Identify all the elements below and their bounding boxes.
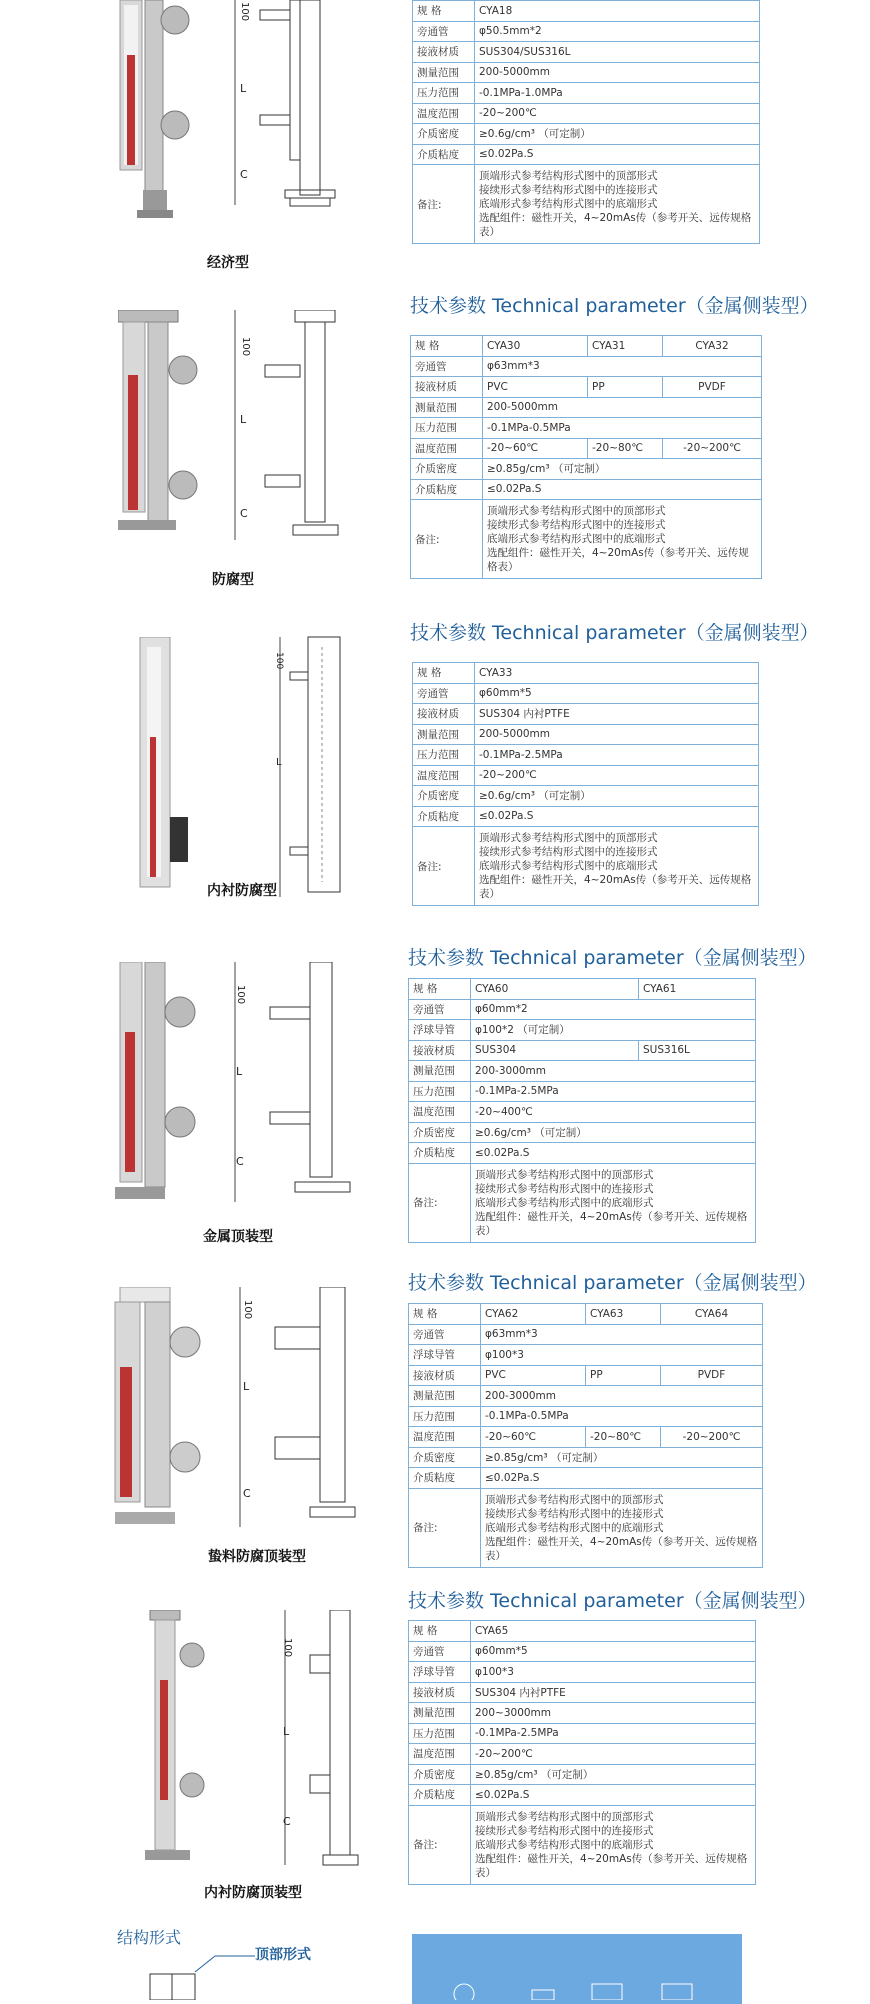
table-cell: 规 格 (409, 979, 471, 1000)
table-cell: ≥0.85g/cm³ （可定制） (481, 1447, 763, 1468)
table-cell: 测量范围 (409, 1061, 471, 1082)
dim-label-l: L (276, 757, 282, 768)
table-row (409, 1447, 763, 1468)
dim-label-l: L (240, 413, 247, 426)
table-row (409, 1406, 763, 1427)
table-row-note (409, 1488, 763, 1567)
spec-table (408, 1303, 763, 1568)
dim-label-c: C (236, 1155, 244, 1168)
table-row (409, 1345, 763, 1366)
section-title: 技术参数 Technical parameter（金属侧装型） (410, 295, 819, 317)
table-cell: CYA62 (481, 1304, 586, 1325)
table-cell: φ100*3 (481, 1345, 763, 1366)
product-name: 蛰料防腐顶装型 (208, 1549, 306, 1565)
dim-label-100: 100 (242, 1300, 253, 1320)
section-title: 技术参数 Technical parameter（金属侧装型） (408, 947, 817, 969)
table-cell: -20~200℃ (471, 1744, 756, 1765)
table-cell: -20~200℃ (475, 103, 760, 124)
dim-label-100: 100 (240, 337, 251, 357)
table-cell: 温度范围 (411, 438, 483, 459)
table-row (409, 1304, 763, 1325)
table-row (409, 1744, 756, 1765)
table-row (409, 1764, 756, 1785)
table-row (409, 1081, 756, 1102)
table-cell: 介质粘度 (409, 1468, 481, 1489)
table-cell: 规 格 (411, 336, 483, 357)
table-row (413, 663, 759, 684)
table-cell: 200-3000mm (481, 1386, 763, 1407)
note-line: 顶端形式参考结构形式图中的顶部形式 (475, 1810, 654, 1823)
note-line: 选配组件：磁性开关，4~20mAs传（参考开关、远传规格表） (479, 874, 752, 900)
table-cell: ≤0.02Pa.S (471, 1143, 756, 1164)
table-cell (483, 500, 762, 579)
table-cell: 浮球导管 (409, 1662, 471, 1683)
table-cell: 测量范围 (413, 724, 475, 745)
table-row (409, 1468, 763, 1489)
structure-title: 结构形式 (117, 1928, 182, 1947)
note-line: 接续形式参考结构形式图中的连接形式 (475, 1824, 654, 1837)
table-cell: CYA60 (471, 979, 639, 1000)
table-row-note (409, 1805, 756, 1884)
note-line: 顶端形式参考结构形式图中的顶部形式 (479, 832, 658, 844)
table-cell: PP (586, 1365, 661, 1386)
table-row (411, 459, 762, 480)
note-line: 底端形式参考结构形式图中的底端形式 (487, 533, 666, 545)
table-cell: 介质粘度 (413, 144, 475, 165)
table-cell: 温度范围 (409, 1102, 471, 1123)
table-cell: φ63mm*3 (483, 356, 762, 377)
table-row (409, 1020, 756, 1041)
table-row (413, 42, 760, 63)
note-line: 选配组件：磁性开关，4~20mAs传（参考开关、远传规格表） (485, 1535, 758, 1562)
dim-label-c: C (240, 507, 248, 520)
table-row (413, 745, 759, 766)
dim-label-l: L (243, 1380, 250, 1393)
table-cell: PP (588, 377, 663, 398)
section-title: 技术参数 Technical parameter（金属侧装型） (408, 1590, 817, 1612)
product-photo (110, 1287, 205, 1542)
dim-label-100: 100 (239, 2, 250, 22)
table-cell: 介质密度 (409, 1447, 481, 1468)
table-row (413, 62, 760, 83)
note-line: 底端形式参考结构形式图中的底端形式 (479, 860, 658, 872)
table-cell (475, 165, 760, 244)
product-name: 防腐型 (212, 572, 254, 588)
table-cell: 压力范围 (409, 1081, 471, 1102)
table-cell: 接液材质 (409, 1682, 471, 1703)
table-cell: 规 格 (409, 1621, 471, 1642)
table-cell: -20~80℃ (588, 438, 663, 459)
spec-table (410, 335, 762, 579)
table-cell: SUS316L (639, 1040, 756, 1061)
note-line: 选配组件：磁性开关，4~20mAs传（参考开关、远传规格表） (475, 1210, 748, 1237)
table-cell: 200-5000mm (483, 397, 762, 418)
product-photo (135, 637, 195, 892)
table-cell: CYA31 (588, 336, 663, 357)
table-cell: 温度范围 (409, 1427, 481, 1448)
table-cell: 200-5000mm (475, 724, 759, 745)
table-cell: 200-3000mm (471, 1061, 756, 1082)
table-cell: 规 格 (413, 1, 475, 22)
table-row (409, 1785, 756, 1806)
table-row (413, 724, 759, 745)
table-row (413, 83, 760, 104)
table-cell: φ100*2 （可定制） (471, 1020, 756, 1041)
note-line: 顶端形式参考结构形式图中的顶部形式 (479, 170, 658, 182)
table-cell: CYA65 (471, 1621, 756, 1642)
table-row (409, 999, 756, 1020)
product-section-economy (0, 0, 870, 270)
table-row-note (411, 500, 762, 579)
table-cell: φ100*3 (471, 1662, 756, 1683)
table-cell: φ60mm*5 (475, 683, 759, 704)
table-cell: 接液材质 (413, 42, 475, 63)
table-row (411, 418, 762, 439)
table-cell: -20~200℃ (661, 1427, 763, 1448)
note-line: 接续形式参考结构形式图中的连接形式 (487, 519, 666, 531)
table-cell: 压力范围 (413, 83, 475, 104)
table-row (409, 1621, 756, 1642)
table-cell: SUS304 内衬PTFE (475, 704, 759, 725)
table-cell: 压力范围 (413, 745, 475, 766)
table-cell: -20~400℃ (471, 1102, 756, 1123)
table-row (409, 1662, 756, 1683)
note-line: 选配组件：磁性开关，4~20mAs传（参考开关、远传规格表） (487, 547, 749, 573)
table-cell: 规 格 (409, 1304, 481, 1325)
table-cell: 介质粘度 (411, 479, 483, 500)
table-cell (475, 827, 759, 906)
table-row (409, 1723, 756, 1744)
table-row-note (413, 827, 759, 906)
product-photo (115, 962, 200, 1212)
table-cell: 200-5000mm (475, 62, 760, 83)
table-row (411, 479, 762, 500)
table-cell: 介质密度 (411, 459, 483, 480)
table-cell: 浮球导管 (409, 1345, 481, 1366)
table-cell: 测量范围 (411, 397, 483, 418)
table-cell: CYA63 (586, 1304, 661, 1325)
product-section-plastic-top (0, 1262, 870, 1577)
table-cell: 温度范围 (413, 765, 475, 786)
table-row (409, 1365, 763, 1386)
table-cell: 备注: (413, 165, 475, 244)
table-row (411, 336, 762, 357)
table-row (411, 438, 762, 459)
table-cell: -20~200℃ (475, 765, 759, 786)
table-row (413, 21, 760, 42)
structure-subtitle: 顶部形式 (255, 1947, 311, 1963)
note-line: 底端形式参考结构形式图中的底端形式 (485, 1521, 664, 1534)
table-cell (481, 1488, 763, 1567)
table-cell: ≤0.02Pa.S (475, 806, 759, 827)
table-row (409, 1324, 763, 1345)
dim-label-c: C (283, 1815, 291, 1828)
table-cell: -20~60℃ (483, 438, 588, 459)
table-cell: 接液材质 (411, 377, 483, 398)
table-cell: 测量范围 (409, 1386, 481, 1407)
product-section-anticorrosion (0, 285, 870, 600)
table-cell: ≥0.6g/cm³ （可定制） (475, 124, 760, 145)
table-cell: SUS304/SUS316L (475, 42, 760, 63)
table-cell: 备注: (409, 1488, 481, 1567)
dim-label-100: 100 (235, 985, 246, 1005)
spec-table (412, 0, 760, 244)
product-name: 金属顶装型 (203, 1229, 273, 1245)
table-cell: SUS304 内衬PTFE (471, 1682, 756, 1703)
product-name: 内衬防腐型 (207, 883, 277, 899)
table-cell: 介质粘度 (413, 806, 475, 827)
table-row (409, 1703, 756, 1724)
product-photo (115, 0, 195, 235)
table-cell: 介质粘度 (409, 1143, 471, 1164)
table-cell: ≤0.02Pa.S (481, 1468, 763, 1489)
product-photo (118, 310, 203, 550)
product-name: 经济型 (207, 255, 249, 271)
table-cell: φ63mm*3 (481, 1324, 763, 1345)
dim-label-l: L (240, 82, 247, 95)
table-row (409, 979, 756, 1000)
table-row (413, 683, 759, 704)
table-cell: 备注: (413, 827, 475, 906)
spec-table (412, 662, 759, 906)
dimension-drawing (225, 0, 355, 215)
table-cell: ≥0.6g/cm³ （可定制） (471, 1122, 756, 1143)
table-row (409, 1122, 756, 1143)
table-cell: ≥0.85g/cm³ （可定制） (483, 459, 762, 480)
table-cell: φ60mm*2 (471, 999, 756, 1020)
table-cell: 测量范围 (409, 1703, 471, 1724)
product-section-metal-top (0, 937, 870, 1252)
table-cell: -20~60℃ (481, 1427, 586, 1448)
dimension-drawing (270, 632, 360, 902)
table-cell (471, 1163, 756, 1242)
product-section-lined (0, 612, 870, 922)
dim-label-l: L (236, 1065, 243, 1078)
table-row (409, 1040, 756, 1061)
table-row (411, 356, 762, 377)
table-row (413, 124, 760, 145)
table-cell: CYA61 (639, 979, 756, 1000)
table-cell: ≤0.02Pa.S (475, 144, 760, 165)
table-cell: PVDF (661, 1365, 763, 1386)
table-cell: 旁通管 (411, 356, 483, 377)
structure-panel (412, 1934, 742, 2004)
table-cell: 压力范围 (409, 1723, 471, 1744)
note-line: 顶端形式参考结构形式图中的顶部形式 (487, 505, 666, 517)
table-row (413, 1, 760, 22)
table-row (413, 103, 760, 124)
table-cell: 旁通管 (409, 1324, 481, 1345)
table-cell: 200~3000mm (471, 1703, 756, 1724)
table-row (409, 1061, 756, 1082)
table-cell: CYA33 (475, 663, 759, 684)
table-cell: -0.1MPa-0.5MPa (481, 1406, 763, 1427)
table-row (409, 1102, 756, 1123)
dim-label-100: 100 (274, 652, 284, 670)
table-row (413, 786, 759, 807)
table-cell (471, 1805, 756, 1884)
table-cell: CYA32 (663, 336, 762, 357)
table-row (409, 1682, 756, 1703)
table-cell: 备注: (411, 500, 483, 579)
table-cell: 备注: (409, 1163, 471, 1242)
table-cell: φ50.5mm*2 (475, 21, 760, 42)
table-cell: 旁通管 (409, 999, 471, 1020)
note-line: 选配组件：磁性开关，4~20mAs传（参考开关、远传规格表） (479, 212, 752, 238)
table-cell: -20~80℃ (586, 1427, 661, 1448)
note-line: 接续形式参考结构形式图中的连接形式 (479, 846, 658, 858)
note-line: 底端形式参考结构形式图中的底端形式 (475, 1196, 654, 1209)
table-cell: 测量范围 (413, 62, 475, 83)
table-row (409, 1427, 763, 1448)
table-cell: CYA30 (483, 336, 588, 357)
table-cell: 温度范围 (413, 103, 475, 124)
table-cell: SUS304 (471, 1040, 639, 1061)
structure-top-drawing (140, 1944, 260, 2000)
table-row (413, 765, 759, 786)
table-cell: -0.1MPa-0.5MPa (483, 418, 762, 439)
table-row-note (409, 1163, 756, 1242)
table-cell: 浮球导管 (409, 1020, 471, 1041)
table-cell: ≥0.85g/cm³ （可定制） (471, 1764, 756, 1785)
table-cell: CYA18 (475, 1, 760, 22)
table-cell: 压力范围 (409, 1406, 481, 1427)
note-line: 底端形式参考结构形式图中的底端形式 (475, 1838, 654, 1851)
note-line: 底端形式参考结构形式图中的底端形式 (479, 198, 658, 210)
table-row (411, 397, 762, 418)
dim-label-c: C (240, 168, 248, 181)
table-cell: 介质密度 (409, 1122, 471, 1143)
table-row (413, 806, 759, 827)
table-cell: PVDF (663, 377, 762, 398)
table-cell: 备注: (409, 1805, 471, 1884)
table-row-note (413, 165, 760, 244)
table-row (413, 144, 760, 165)
note-line: 顶端形式参考结构形式图中的顶部形式 (485, 1493, 664, 1506)
section-title: 技术参数 Technical parameter（金属侧装型） (408, 1272, 817, 1294)
note-line: 接续形式参考结构形式图中的连接形式 (479, 184, 658, 196)
spec-table (408, 978, 756, 1243)
table-cell: 规 格 (413, 663, 475, 684)
product-photo (140, 1610, 210, 1870)
table-row (409, 1641, 756, 1662)
table-cell: 介质粘度 (409, 1785, 471, 1806)
table-row (409, 1143, 756, 1164)
table-cell: -0.1MPa-2.5MPa (475, 745, 759, 766)
table-cell: -20~200℃ (663, 438, 762, 459)
note-line: 接续形式参考结构形式图中的连接形式 (475, 1182, 654, 1195)
table-cell: 介质密度 (409, 1764, 471, 1785)
table-cell: 介质密度 (413, 124, 475, 145)
note-line: 顶端形式参考结构形式图中的顶部形式 (475, 1168, 654, 1181)
table-cell: φ60mm*5 (471, 1641, 756, 1662)
table-cell: 接液材质 (409, 1365, 481, 1386)
table-cell: 接液材质 (413, 704, 475, 725)
dim-label-l: L (283, 1725, 290, 1738)
table-cell: -0.1MPa-1.0MPa (475, 83, 760, 104)
table-cell: PVC (481, 1365, 586, 1386)
product-name: 内衬防腐顶装型 (204, 1885, 302, 1901)
table-cell: -0.1MPa-2.5MPa (471, 1081, 756, 1102)
table-cell: 接液材质 (409, 1040, 471, 1061)
table-cell: 温度范围 (409, 1744, 471, 1765)
structure-icons (412, 1934, 742, 2000)
table-cell: 压力范围 (411, 418, 483, 439)
table-cell: ≥0.6g/cm³ （可定制） (475, 786, 759, 807)
table-row (409, 1386, 763, 1407)
table-cell: 旁通管 (413, 683, 475, 704)
table-cell: CYA64 (661, 1304, 763, 1325)
table-cell: ≤0.02Pa.S (483, 479, 762, 500)
table-cell: ≤0.02Pa.S (471, 1785, 756, 1806)
dim-label-c: C (243, 1487, 251, 1500)
product-section-lined-top (0, 1580, 870, 1900)
note-line: 接续形式参考结构形式图中的连接形式 (485, 1507, 664, 1520)
table-cell: 介质密度 (413, 786, 475, 807)
table-cell: 旁通管 (413, 21, 475, 42)
table-cell: 旁通管 (409, 1641, 471, 1662)
section-title: 技术参数 Technical parameter（金属侧装型） (410, 622, 819, 644)
table-row (413, 704, 759, 725)
table-row (411, 377, 762, 398)
table-cell: -0.1MPa-2.5MPa (471, 1723, 756, 1744)
dim-label-100: 100 (282, 1638, 293, 1658)
note-line: 选配组件：磁性开关，4~20mAs传（参考开关、远传规格表） (475, 1852, 748, 1879)
spec-table (408, 1620, 756, 1885)
table-cell: PVC (483, 377, 588, 398)
